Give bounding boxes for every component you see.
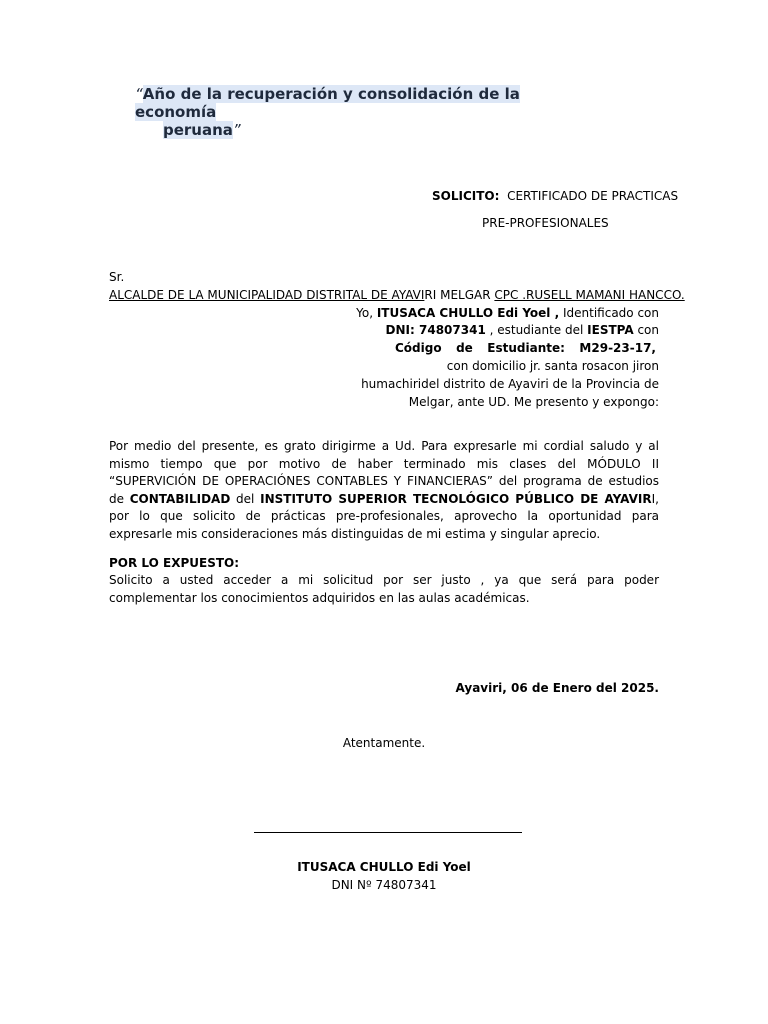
year-title-line1: Año de la recuperación y consolidación de la economía <box>135 85 520 121</box>
intro-line3: Código de Estudiante: M29-23-17, <box>395 341 656 355</box>
close-quote: ” <box>232 121 241 139</box>
signer-name: ITUSACA CHULLO Edi Yoel <box>297 860 471 874</box>
student-dni: DNI: 74807341 <box>385 323 486 337</box>
intro-line5: humachiridel distrito de Ayaviri de la Provincia de <box>361 377 659 391</box>
farewell: Atentamente. <box>342 736 426 750</box>
request-label: SOLICITO: <box>432 189 500 203</box>
recipient-name: CPC .RUSELL MAMANI HANCCO. <box>494 288 685 302</box>
salutation: Sr. <box>109 270 125 284</box>
request-subject-line2: PRE-PROFESIONALES <box>482 216 609 230</box>
body-paragraph-1: Por medio del presente, es grato dirigirme a Ud. Para expresarle mi cordial saludo y al mismo tiempo que por motivo de haber terminado mis clases del MÓDULO II “SUPERVICIÓN DE OPERACIÓNES CONTABLES Y FINANCIERAS” del programa de estudios de CONTABILIDAD del INSTITUTO SUPERIOR TECNOLÓGICO PÚBLICO DE AYAVIRI, por lo que solicito de prácticas pre-profesionales, aprovecho la oportunidad para expresarle mis consideraciones más distinguidas de mi estima y singular aprecio. <box>109 439 659 541</box>
open-quote: “ <box>135 85 143 103</box>
request-subject-line1: SOLICITO: CERTIFICADO DE PRACTICAS <box>432 189 679 203</box>
year-title-line2: peruana <box>163 121 233 139</box>
body-paragraph-2: Solicito a usted acceder a mi solicitud por ser justo , ya que será para poder complementar los conocimientos adquiridos en las aulas académicas. <box>109 573 659 605</box>
year-title <box>135 85 605 139</box>
intro-line6: Melgar, ante UD. Me presento y expongo: <box>408 395 659 409</box>
date-line: Ayaviri, 06 de Enero del 2025. <box>455 681 659 695</box>
intro-line1: Yo, ITUSACA CHULLO Edi Yoel , Identificado con <box>356 306 659 320</box>
student-code: M29-23-17, <box>579 341 656 355</box>
intro-line4: con domicilio jr. santa rosacon jiron <box>446 359 659 373</box>
recipient-title: ALCALDE DE LA MUNICIPALIDAD DISTRITAL DE AYAVIRI MELGAR CPC .RUSELL MAMANI HANCCO. <box>109 288 685 302</box>
signer-dni: DNI Nº 74807341 <box>331 878 437 892</box>
intro-line2: DNI: 74807341 , estudiante del IESTPA con <box>385 323 659 337</box>
student-name: ITUSACA CHULLO Edi Yoel , <box>376 306 560 320</box>
section-heading: POR LO EXPUESTO: <box>109 556 240 570</box>
signature-line <box>254 832 522 833</box>
